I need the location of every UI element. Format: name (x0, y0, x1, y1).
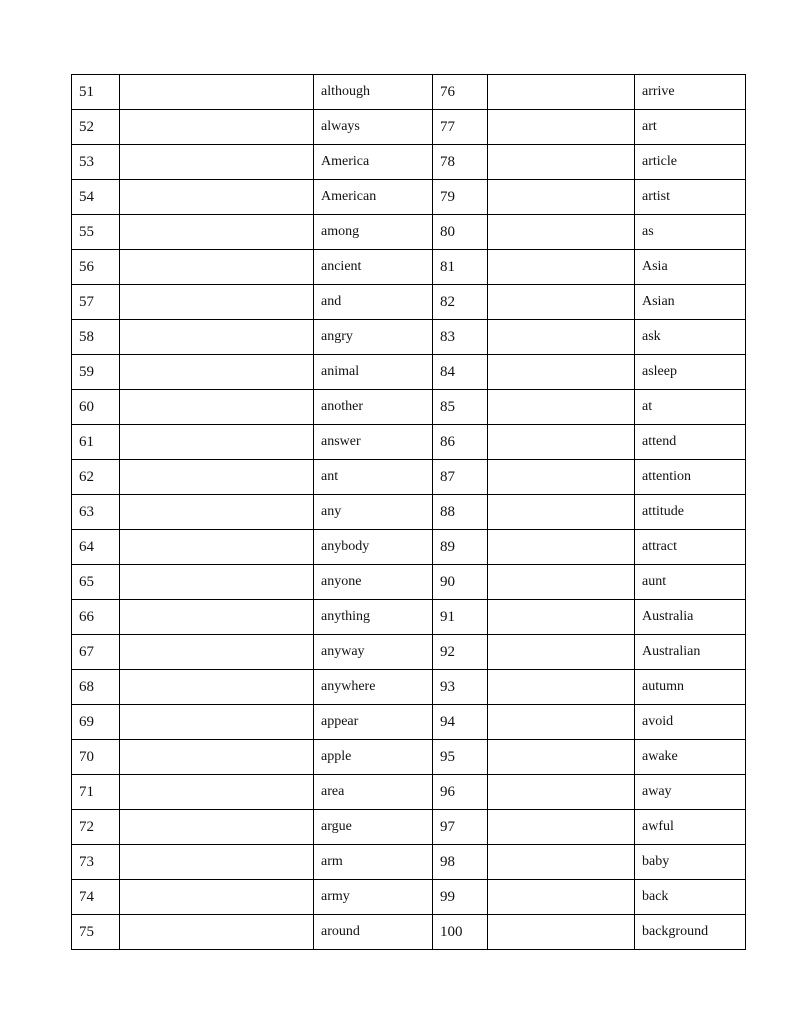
entry-number-left: 70 (72, 740, 120, 775)
answer-blank-left[interactable] (120, 845, 314, 880)
vocab-word-right: attention (635, 460, 746, 495)
vocab-word-left: arm (314, 845, 433, 880)
entry-number-left: 61 (72, 425, 120, 460)
vocab-word-right: ask (635, 320, 746, 355)
answer-blank-left[interactable] (120, 810, 314, 845)
vocab-word-left: another (314, 390, 433, 425)
vocab-word-right: attract (635, 530, 746, 565)
entry-number-right: 95 (433, 740, 488, 775)
vocab-word-right: back (635, 880, 746, 915)
answer-blank-left[interactable] (120, 565, 314, 600)
vocab-word-left: America (314, 145, 433, 180)
answer-blank-right[interactable] (488, 635, 635, 670)
vocab-word-right: attitude (635, 495, 746, 530)
vocab-word-left: although (314, 75, 433, 110)
vocab-word-right: away (635, 775, 746, 810)
vocab-word-left: ant (314, 460, 433, 495)
entry-number-right: 84 (433, 355, 488, 390)
entry-number-right: 82 (433, 285, 488, 320)
table-row (72, 600, 746, 635)
vocab-word-left: appear (314, 705, 433, 740)
answer-blank-left[interactable] (120, 670, 314, 705)
entry-number-left: 64 (72, 530, 120, 565)
entry-number-right: 80 (433, 215, 488, 250)
table-row (72, 915, 746, 950)
entry-number-left: 62 (72, 460, 120, 495)
entry-number-left: 66 (72, 600, 120, 635)
vocab-word-left: anything (314, 600, 433, 635)
entry-number-right: 92 (433, 635, 488, 670)
answer-blank-right[interactable] (488, 145, 635, 180)
answer-blank-left[interactable] (120, 530, 314, 565)
table-row (72, 775, 746, 810)
vocab-word-right: at (635, 390, 746, 425)
vocab-word-left: among (314, 215, 433, 250)
vocab-word-left: angry (314, 320, 433, 355)
vocab-word-right: art (635, 110, 746, 145)
table-row (72, 215, 746, 250)
vocab-word-left: apple (314, 740, 433, 775)
answer-blank-left[interactable] (120, 495, 314, 530)
entry-number-left: 60 (72, 390, 120, 425)
table-row (72, 285, 746, 320)
entry-number-left: 53 (72, 145, 120, 180)
table-row (72, 635, 746, 670)
entry-number-right: 79 (433, 180, 488, 215)
table-row (72, 390, 746, 425)
vocab-word-right: Australia (635, 600, 746, 635)
entry-number-left: 57 (72, 285, 120, 320)
entry-number-left: 75 (72, 915, 120, 950)
entry-number-left: 69 (72, 705, 120, 740)
vocab-word-right: aunt (635, 565, 746, 600)
vocab-word-left: anybody (314, 530, 433, 565)
answer-blank-left[interactable] (120, 355, 314, 390)
table-row (72, 355, 746, 390)
answer-blank-right[interactable] (488, 285, 635, 320)
answer-blank-left[interactable] (120, 110, 314, 145)
table-row (72, 320, 746, 355)
entry-number-left: 72 (72, 810, 120, 845)
vocab-word-right: Australian (635, 635, 746, 670)
answer-blank-right[interactable] (488, 460, 635, 495)
table-row (72, 460, 746, 495)
entry-number-left: 67 (72, 635, 120, 670)
answer-blank-left[interactable] (120, 75, 314, 110)
answer-blank-right[interactable] (488, 390, 635, 425)
answer-blank-right[interactable] (488, 530, 635, 565)
entry-number-left: 71 (72, 775, 120, 810)
answer-blank-right[interactable] (488, 810, 635, 845)
table-row (72, 880, 746, 915)
vocab-word-right: attend (635, 425, 746, 460)
entry-number-right: 93 (433, 670, 488, 705)
entry-number-left: 63 (72, 495, 120, 530)
vocab-word-right: artist (635, 180, 746, 215)
entry-number-right: 89 (433, 530, 488, 565)
vocab-table-body (72, 75, 746, 950)
entry-number-right: 99 (433, 880, 488, 915)
entry-number-right: 78 (433, 145, 488, 180)
entry-number-right: 85 (433, 390, 488, 425)
table-row (72, 145, 746, 180)
table-row (72, 670, 746, 705)
answer-blank-right[interactable] (488, 670, 635, 705)
answer-blank-right[interactable] (488, 180, 635, 215)
answer-blank-left[interactable] (120, 775, 314, 810)
answer-blank-right[interactable] (488, 845, 635, 880)
vocab-word-right: Asian (635, 285, 746, 320)
table-row (72, 530, 746, 565)
vocab-word-right: background (635, 915, 746, 950)
answer-blank-right[interactable] (488, 915, 635, 950)
table-row (72, 740, 746, 775)
answer-blank-right[interactable] (488, 215, 635, 250)
answer-blank-right[interactable] (488, 565, 635, 600)
table-row (72, 810, 746, 845)
table-row (72, 705, 746, 740)
entry-number-left: 74 (72, 880, 120, 915)
entry-number-right: 76 (433, 75, 488, 110)
entry-number-right: 98 (433, 845, 488, 880)
answer-blank-left[interactable] (120, 250, 314, 285)
answer-blank-left[interactable] (120, 320, 314, 355)
answer-blank-right[interactable] (488, 425, 635, 460)
answer-blank-right[interactable] (488, 740, 635, 775)
answer-blank-left[interactable] (120, 460, 314, 495)
answer-blank-right[interactable] (488, 250, 635, 285)
answer-blank-right[interactable] (488, 355, 635, 390)
entry-number-left: 51 (72, 75, 120, 110)
entry-number-left: 73 (72, 845, 120, 880)
vocab-word-left: American (314, 180, 433, 215)
entry-number-left: 56 (72, 250, 120, 285)
table-row (72, 250, 746, 285)
table-row (72, 75, 746, 110)
vocab-word-right: awake (635, 740, 746, 775)
entry-number-right: 96 (433, 775, 488, 810)
vocab-word-left: answer (314, 425, 433, 460)
answer-blank-right[interactable] (488, 320, 635, 355)
answer-blank-left[interactable] (120, 145, 314, 180)
vocab-word-left: around (314, 915, 433, 950)
answer-blank-right[interactable] (488, 600, 635, 635)
answer-blank-left[interactable] (120, 635, 314, 670)
entry-number-left: 54 (72, 180, 120, 215)
vocab-word-right: as (635, 215, 746, 250)
vocab-table (71, 74, 746, 950)
vocab-word-right: awful (635, 810, 746, 845)
vocab-word-right: autumn (635, 670, 746, 705)
vocab-word-right: avoid (635, 705, 746, 740)
entry-number-right: 83 (433, 320, 488, 355)
vocab-word-left: any (314, 495, 433, 530)
answer-blank-left[interactable] (120, 705, 314, 740)
entry-number-left: 55 (72, 215, 120, 250)
vocab-word-left: argue (314, 810, 433, 845)
answer-blank-left[interactable] (120, 880, 314, 915)
vocab-word-left: area (314, 775, 433, 810)
vocab-word-right: asleep (635, 355, 746, 390)
answer-blank-left[interactable] (120, 425, 314, 460)
answer-blank-left[interactable] (120, 285, 314, 320)
answer-blank-right[interactable] (488, 110, 635, 145)
entry-number-right: 91 (433, 600, 488, 635)
vocab-word-left: anywhere (314, 670, 433, 705)
vocab-word-left: ancient (314, 250, 433, 285)
vocab-word-right: arrive (635, 75, 746, 110)
vocab-word-right: baby (635, 845, 746, 880)
entry-number-right: 90 (433, 565, 488, 600)
table-row (72, 180, 746, 215)
entry-number-right: 88 (433, 495, 488, 530)
answer-blank-left[interactable] (120, 600, 314, 635)
entry-number-right: 87 (433, 460, 488, 495)
vocab-word-left: and (314, 285, 433, 320)
answer-blank-left[interactable] (120, 215, 314, 250)
answer-blank-right[interactable] (488, 880, 635, 915)
vocab-word-left: always (314, 110, 433, 145)
table-row (72, 425, 746, 460)
answer-blank-right[interactable] (488, 775, 635, 810)
answer-blank-left[interactable] (120, 740, 314, 775)
entry-number-right: 100 (433, 915, 488, 950)
entry-number-left: 59 (72, 355, 120, 390)
vocab-word-right: article (635, 145, 746, 180)
entry-number-right: 94 (433, 705, 488, 740)
entry-number-left: 52 (72, 110, 120, 145)
vocab-word-left: anyone (314, 565, 433, 600)
answer-blank-left[interactable] (120, 915, 314, 950)
answer-blank-left[interactable] (120, 180, 314, 215)
entry-number-right: 86 (433, 425, 488, 460)
vocab-word-right: Asia (635, 250, 746, 285)
vocab-word-left: army (314, 880, 433, 915)
table-row (72, 565, 746, 600)
entry-number-left: 68 (72, 670, 120, 705)
table-row (72, 495, 746, 530)
entry-number-left: 58 (72, 320, 120, 355)
answer-blank-left[interactable] (120, 390, 314, 425)
entry-number-left: 65 (72, 565, 120, 600)
entry-number-right: 97 (433, 810, 488, 845)
entry-number-right: 81 (433, 250, 488, 285)
answer-blank-right[interactable] (488, 495, 635, 530)
answer-blank-right[interactable] (488, 705, 635, 740)
table-row (72, 845, 746, 880)
vocab-word-left: anyway (314, 635, 433, 670)
vocab-word-left: animal (314, 355, 433, 390)
entry-number-right: 77 (433, 110, 488, 145)
table-row (72, 110, 746, 145)
answer-blank-right[interactable] (488, 75, 635, 110)
